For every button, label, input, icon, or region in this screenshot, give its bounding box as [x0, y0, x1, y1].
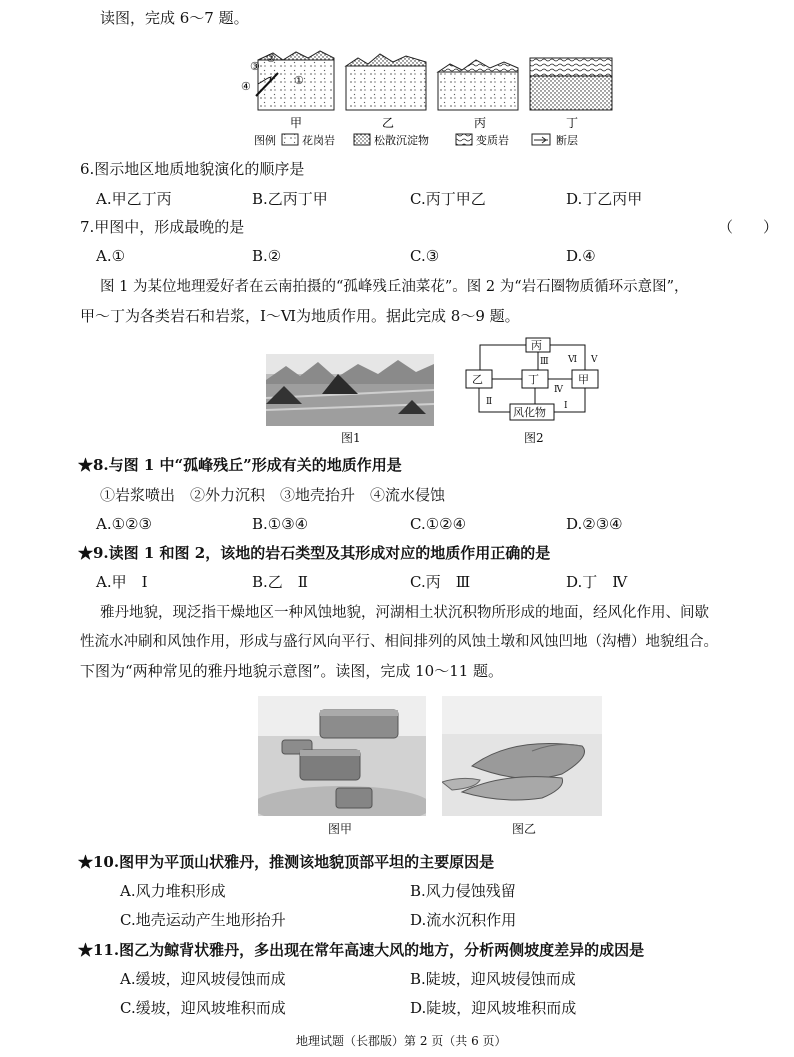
circle-2: ②: [266, 52, 276, 65]
q11-stem: ★11.图乙为鲸背状雅丹，多出现在常年高速大风的地方，分析两侧坡度差异的成因是: [78, 941, 645, 959]
q9-option-a: A.甲 Ⅰ: [96, 573, 148, 591]
yardang-figure-jia: [258, 696, 426, 816]
section-ding: [530, 58, 612, 110]
yardang-figure-yi: [442, 696, 602, 816]
q7-stem: 7.甲图中，形成最晚的是: [80, 218, 245, 236]
label-yi: 乙: [382, 116, 395, 130]
legend-fault: 断层: [556, 134, 578, 147]
q9-stem: ★9.读图 1 和图 2，该地的岩石类型及其形成对应的地质作用正确的是: [78, 544, 551, 562]
legend-granite-swatch: [282, 134, 298, 145]
q7-option-b: B.②: [252, 247, 282, 265]
q8-stem: ★8.与图 1 中“孤峰残丘”形成有关的地质作用是: [78, 456, 402, 474]
q8-option-a: A.①②③: [96, 515, 152, 533]
figure2-caption: 图2: [524, 431, 544, 445]
q7-option-d: D.④: [566, 247, 596, 265]
label-jia: 甲: [290, 116, 303, 130]
circle-1: ①: [294, 74, 304, 87]
roman-5: Ⅴ: [591, 355, 598, 365]
q9-option-c: C.丙 Ⅲ: [410, 573, 471, 591]
q11-option-c: C.缓坡，迎风坡堆积而成: [120, 999, 286, 1017]
box-yi-label: 乙: [472, 373, 483, 386]
q9-option-b: B.乙 Ⅱ: [252, 573, 308, 591]
legend-granite: 花岗岩: [302, 134, 335, 147]
q8-option-d: D.②③④: [566, 515, 623, 533]
q7-option-a: A.①: [96, 247, 126, 265]
q8-option-b: B.①③④: [252, 515, 309, 533]
q9-option-d: D.丁 Ⅳ: [566, 573, 628, 591]
legend-meta-swatch: [456, 134, 472, 145]
circle-4: ④: [241, 80, 251, 93]
roman-4: Ⅳ: [554, 385, 563, 395]
box-bing-label: 丙: [531, 339, 542, 352]
intro-6-7: 读图，完成 6～7 题。: [100, 9, 249, 27]
q8-items: ①岩浆喷出 ②外力沉积 ③地壳抬升 ④流水侵蚀: [100, 486, 446, 504]
section-yi: [346, 54, 426, 110]
q8-option-c: C.①②④: [410, 515, 467, 533]
q10-stem: ★10.图甲为平顶山状雅丹，推测该地貌顶部平坦的主要原因是: [78, 853, 495, 871]
q10-option-b: B.风力侵蚀残留: [410, 882, 516, 900]
legend-meta: 变质岩: [476, 134, 509, 147]
q6-option-b: B.乙丙丁甲: [252, 190, 328, 208]
q10-option-d: D.流水沉积作用: [410, 911, 517, 929]
section-bing: [438, 60, 518, 110]
roman-1: Ⅰ: [564, 401, 568, 411]
box-jia-label: 甲: [578, 373, 589, 386]
figure1-caption: 图1: [341, 431, 361, 445]
box-weathered-label: 风化物: [513, 406, 546, 419]
q6-option-a: A.甲乙丁丙: [96, 190, 172, 208]
q10-option-c: C.地壳运动产生地形抬升: [120, 911, 286, 929]
q7-option-c: C.③: [410, 247, 440, 265]
answer-paren: （ ）: [718, 218, 779, 236]
roman-6: Ⅵ: [568, 355, 578, 365]
rock-cycle-diagram: [460, 334, 610, 426]
legend-title: 图例: [254, 134, 276, 147]
intro-10-11-line3: 下图为“两种常见的雅丹地貌示意图”。读图，完成 10～11 题。: [80, 662, 504, 680]
figure-jia-caption: 图甲: [328, 822, 353, 836]
box-ding-label: 丁: [528, 373, 539, 386]
intro-8-9-line2: 甲～丁为各类岩石和岩浆，Ⅰ～Ⅵ为地质作用。据此完成 8～9 题。: [80, 307, 520, 325]
q11-option-d: D.陡坡，迎风坡堆积而成: [410, 999, 577, 1017]
legend-sediment-swatch: [354, 134, 370, 145]
page-footer: 地理试题（长郡版）第 2 页（共 6 页）: [296, 1034, 507, 1048]
q6-option-d: D.丁乙丙甲: [566, 190, 643, 208]
roman-2: Ⅱ: [486, 397, 493, 407]
roman-3: Ⅲ: [540, 357, 549, 367]
q6-stem: 6.图示地区地质地貌演化的顺序是: [80, 160, 305, 178]
q11-option-b: B.陡坡，迎风坡侵蚀而成: [410, 970, 576, 988]
q10-option-a: A.风力堆积形成: [120, 882, 226, 900]
intro-10-11-line2: 性流水冲刷和风蚀作用，形成与盛行风向平行、相间排列的风蚀土墩和风蚀凹地（沟槽）地貌组合。: [80, 634, 718, 650]
geology-sections-figure: [238, 48, 628, 148]
intro-10-11-line1: 雅丹地貌，现泛指干燥地区一种风蚀地貌，河湖相土状沉积物所形成的地面，经风化作用、间歇: [100, 605, 709, 621]
circle-3: ③: [250, 60, 260, 73]
label-bing: 丙: [474, 116, 487, 130]
label-ding: 丁: [566, 116, 579, 130]
figure1-photo: [266, 354, 434, 426]
q11-option-a: A.缓坡，迎风坡侵蚀而成: [120, 970, 286, 988]
q6-option-c: C.丙丁甲乙: [410, 190, 486, 208]
legend-sediment: 松散沉淀物: [374, 134, 429, 147]
intro-8-9-line1: 图 1 为某位地理爱好者在云南拍摄的“孤峰残丘油菜花”。图 2 为“岩石圈物质循环示意图”，: [100, 279, 689, 295]
figure-yi-caption: 图乙: [512, 822, 537, 836]
